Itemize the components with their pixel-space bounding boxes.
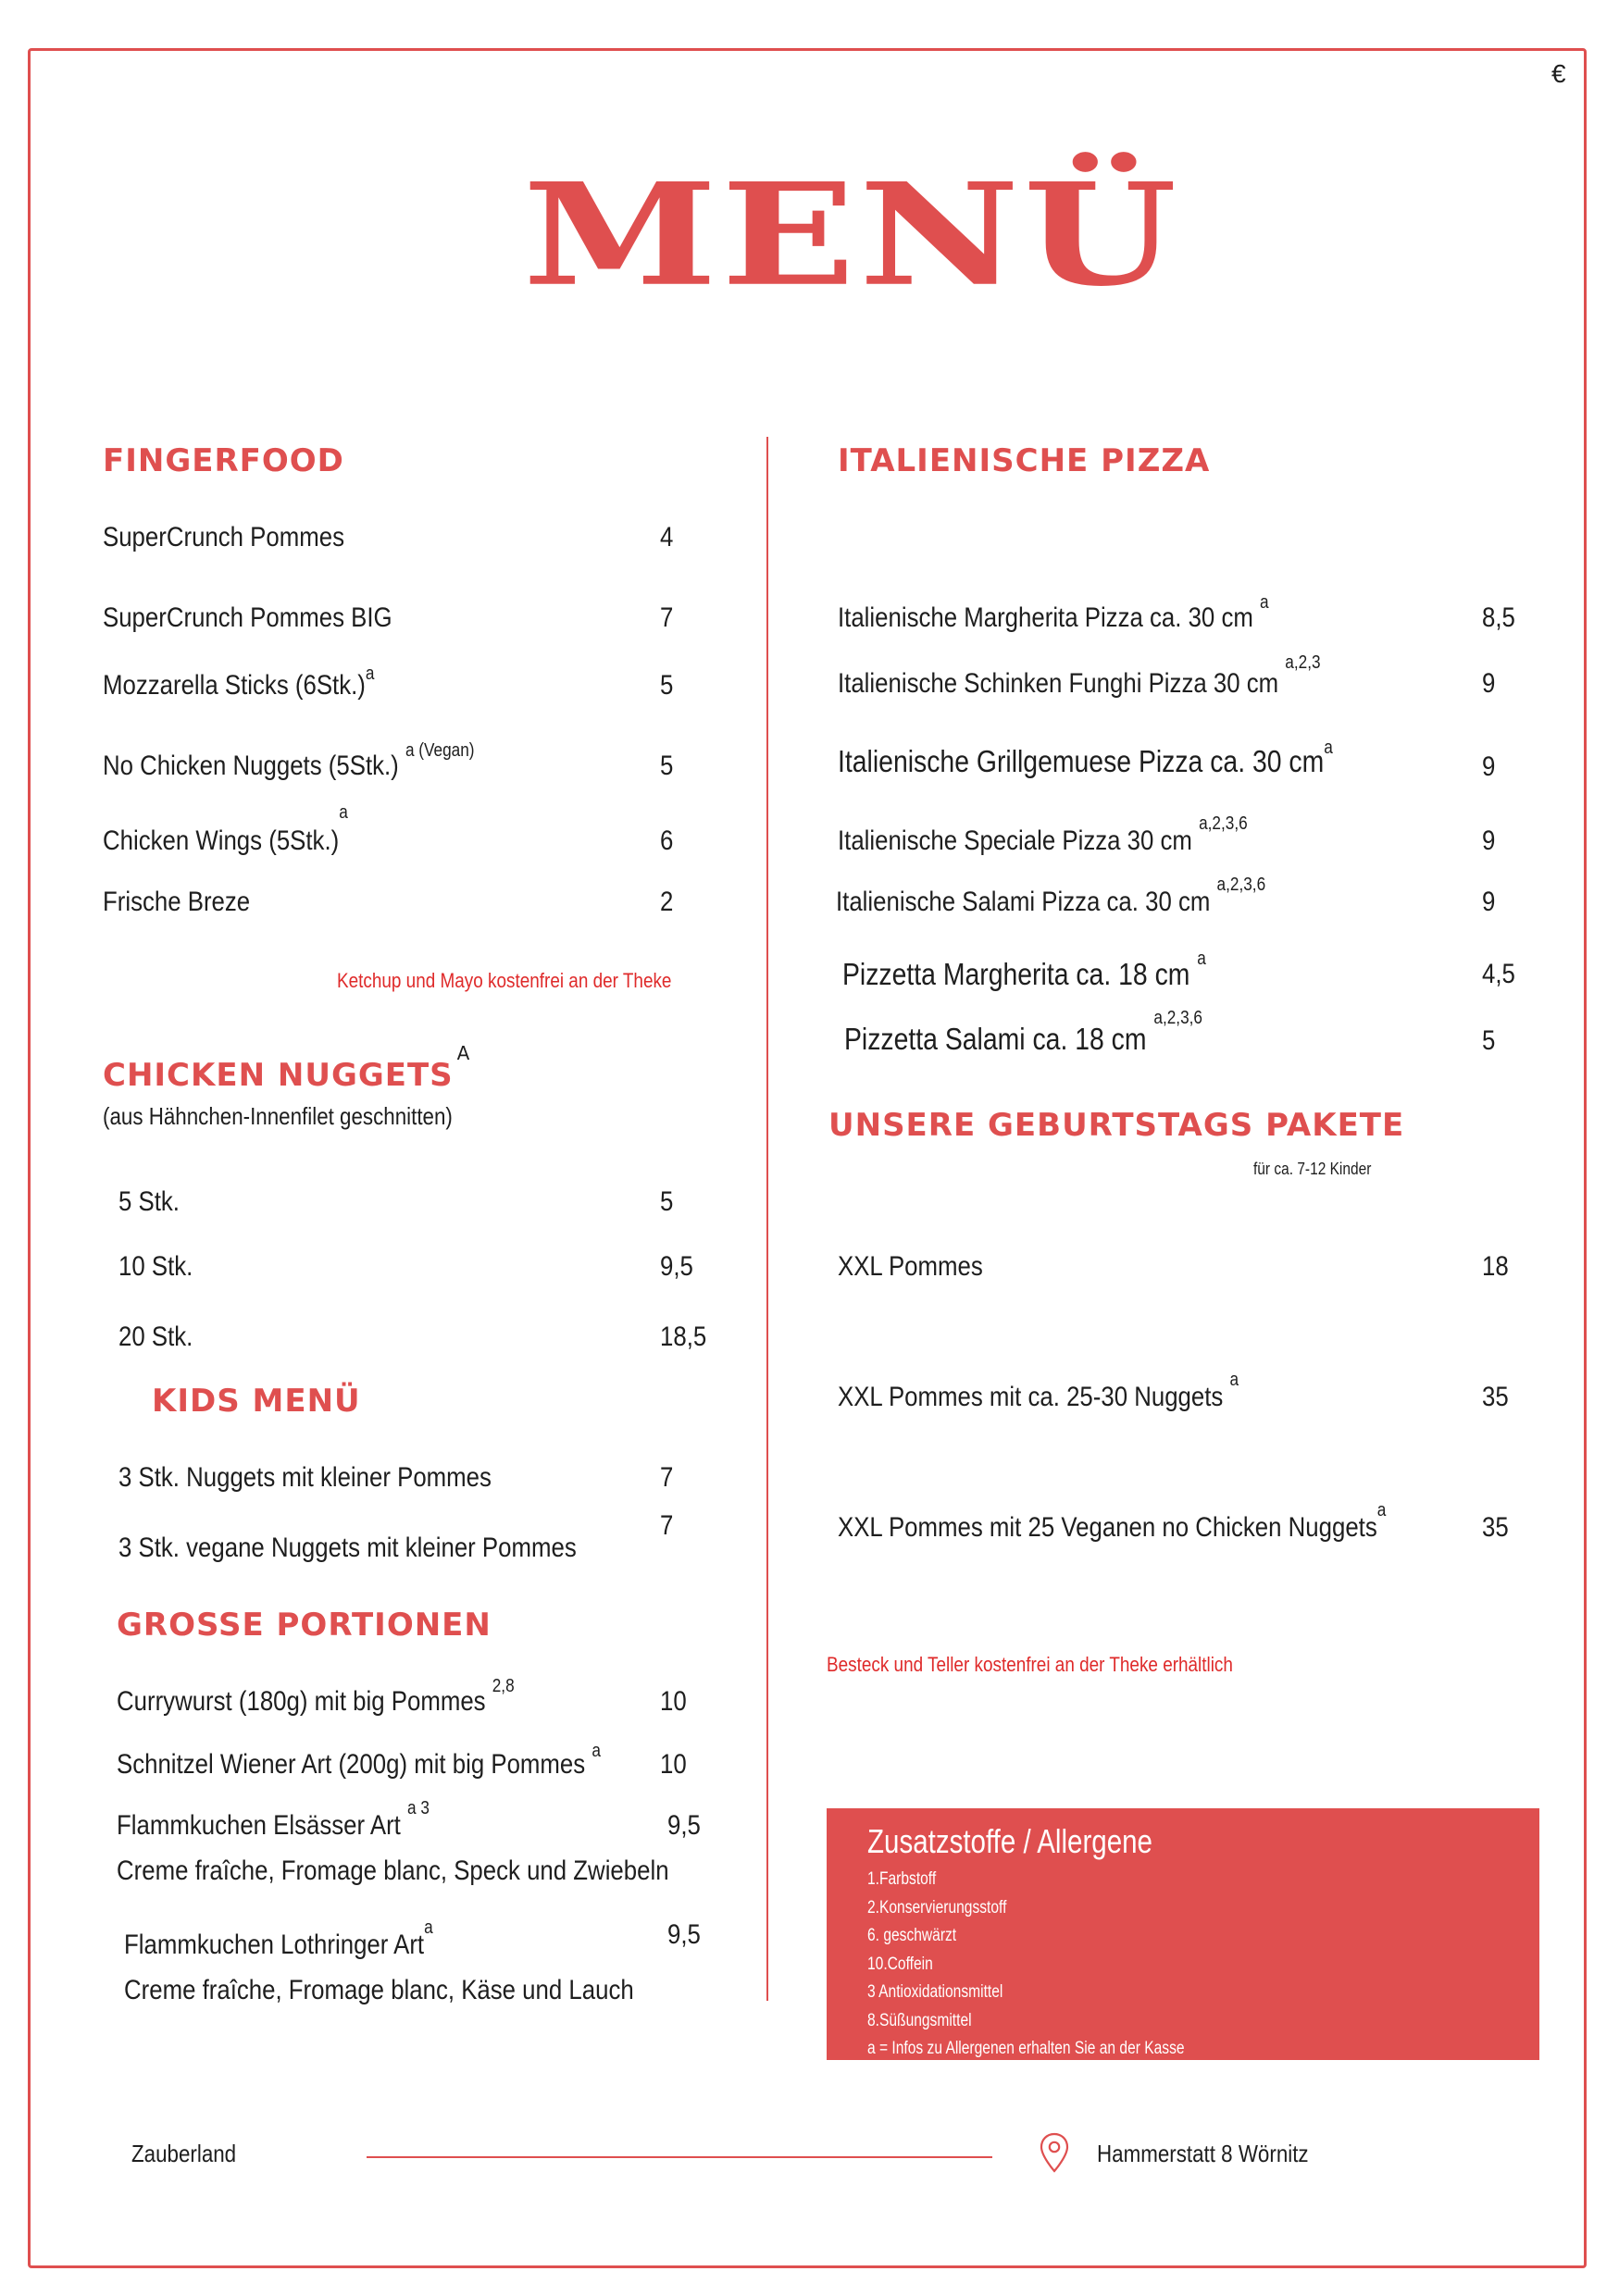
column-divider (766, 437, 768, 2001)
grosse-item: Currywurst (180g) mit big Pommes $^{2,8}$ (117, 1676, 515, 1717)
fingerfood-price: 6 (660, 825, 674, 856)
nuggets-price: 5 (660, 1186, 674, 1217)
allergen-superscript: a,2,3 (1285, 652, 1321, 673)
geburtstag-subtitle: für ca. 7-12 Kinder (1253, 1160, 1372, 1178)
nuggets-item: 10 Stk. (118, 1251, 193, 1282)
kids-item: 3 Stk. vegane Nuggets mit kleiner Pommes (118, 1533, 577, 1563)
nuggets-price: 9,5 (660, 1251, 693, 1282)
heading-italienische-pizza: ITALIENISCHE PIZZA (838, 442, 1211, 479)
allergen-superscript: A (456, 1042, 471, 1064)
allergen-superscript: a (592, 1741, 601, 1761)
grosse-price: 10 (660, 1749, 687, 1780)
geburtstag-item: XXL Pommes mit ca. 25-30 Nuggets $^a$ (838, 1370, 1239, 1412)
fingerfood-item: Chicken Wings $(5Stk.)^a$ (103, 802, 348, 856)
footer-divider (367, 2156, 992, 2158)
fingerfood-item: SuperCrunch Pommes (103, 522, 344, 552)
fingerfood-price: 4 (660, 522, 674, 552)
grosse-item: Flammkuchen Lothringer Art$^a$ (124, 1917, 433, 1960)
allergen-superscript: a (1324, 738, 1333, 758)
heading-chicken-nuggets: CHICKEN $NUGGETS^A$ (103, 1042, 471, 1094)
pizza-item: Italienische Margherita Pizza ca. 30 cm $^a$ (838, 592, 1269, 633)
grosse-price: 9,5 (667, 1919, 701, 1950)
allergen-superscript: 2,8 (492, 1676, 515, 1696)
allergen-superscript: a (1260, 592, 1269, 613)
grosse-price: 10 (660, 1686, 687, 1717)
pizza-item: Pizzetta Salami ca. 18 cm $^{a,2,3,6}$ (844, 1008, 1202, 1056)
fingerfood-price: 2 (660, 887, 674, 917)
geburtstag-item: XXL Pommes mit 25 Veganen no Chicken Nuggets$^a$ (838, 1500, 1387, 1543)
geburtstag-item: XXL Pommes (838, 1251, 983, 1282)
heading-kids-menu: KIDS MENÜ (152, 1383, 361, 1420)
currency-symbol: € (1551, 59, 1566, 88)
allergen-item: a = Infos zu Allergenen erhalten Sie an der Kasse (867, 2039, 1185, 2058)
footer-address: Hammerstatt 8 Wörnitz (1097, 2140, 1309, 2167)
nuggets-item: 5 Stk. (118, 1186, 180, 1217)
heading-grosse-portionen: GROSSE PORTIONEN (117, 1607, 492, 1644)
geburtstag-price: 18 (1482, 1251, 1509, 1282)
fingerfood-item: Frische Breze (103, 887, 251, 917)
kids-price: 7 (660, 1462, 674, 1493)
fingerfood-price: 5 (660, 670, 674, 701)
allergen-superscript: a (365, 664, 375, 684)
kids-item: 3 Stk. Nuggets mit kleiner Pommes (118, 1462, 492, 1493)
geburtstag-price: 35 (1482, 1512, 1509, 1543)
allergen-list (867, 1866, 1539, 2064)
geburtstag-price: 35 (1482, 1382, 1509, 1412)
fingerfood-price: 5 (660, 751, 674, 781)
nuggets-price: 18,5 (660, 1322, 707, 1352)
footer-brand: Zauberland (131, 2140, 237, 2167)
pizza-item: Italienische Grillgemuese Pizza ca. 30 $cm^a$ (838, 738, 1333, 778)
pizza-price: 9 (1482, 668, 1496, 699)
nuggets-item: 20 Stk. (118, 1322, 193, 1352)
menu-title: MENÜ (522, 152, 1181, 317)
pizza-item: Pizzetta Margherita ca. 18 cm $^a$ (842, 949, 1206, 991)
nuggets-subtitle: (aus Hähnchen-Innenfilet geschnitten) (103, 1102, 453, 1130)
pizza-price: 9 (1482, 751, 1496, 782)
grosse-price: 9,5 (667, 1810, 701, 1841)
allergen-superscript: a (339, 802, 348, 823)
allergen-item: 3 Antioxidationsmittel (867, 1982, 1003, 2002)
allergen-item: 6. geschwärzt (867, 1926, 957, 1945)
fingerfood-price: 7 (660, 602, 674, 633)
allergen-superscript: a (Vegan) (405, 740, 475, 761)
fingerfood-note: Ketchup und Mayo kostenfrei an der Theke (337, 969, 672, 992)
pizza-price: 9 (1482, 887, 1496, 917)
grosse-item-description: Creme fraîche, Fromage blanc, Speck und Zwiebeln (117, 1855, 669, 1886)
pizza-price: 8,5 (1482, 602, 1515, 633)
pizza-item: Italienische Schinken Funghi Pizza 30 cm $^{a,2,3}$ (838, 652, 1321, 699)
allergen-superscript: a,2,3,6 (1153, 1008, 1202, 1028)
allergen-item: 8.Süßungsmittel (867, 2010, 972, 2030)
pizza-item: Italienische Speciale Pizza 30 cm $^{a,2,3,6}$ (838, 813, 1248, 856)
pizza-item: Italienische Salami Pizza ca. 30 cm $^{a,2,3,6}$ (836, 875, 1266, 917)
allergen-item: 2.Konservierungsstoff (867, 1897, 1007, 1917)
location-pin-icon (1039, 2132, 1070, 2178)
pizza-price: 5 (1482, 1025, 1496, 1056)
allergen-superscript: a (1376, 1500, 1387, 1520)
grosse-item-description: Creme fraîche, Fromage blanc, Käse und Lauch (124, 1975, 634, 2005)
heading-fingerfood: FINGERFOOD (103, 442, 344, 479)
allergen-superscript: a 3 (407, 1798, 430, 1818)
pizza-price: 4,5 (1482, 959, 1515, 989)
allergen-superscript: a,2,3,6 (1216, 875, 1266, 895)
geburtstag-note: Besteck und Teller kostenfrei an der Theke erhältlich (827, 1653, 1233, 1676)
kids-price: 7 (660, 1510, 674, 1541)
allergen-item: 1.Farbstoff (867, 1869, 937, 1889)
allergen-superscript: a,2,3,6 (1199, 813, 1248, 834)
allergen-superscript: a (1197, 949, 1206, 969)
allergen-superscript: a (1229, 1370, 1239, 1390)
grosse-item: Flammkuchen Elsässer Art $^{a 3}$ (117, 1798, 430, 1841)
allergen-box (827, 1808, 1539, 2060)
allergen-superscript: a (424, 1917, 433, 1938)
allergen-item: 10.Coffein (867, 1954, 933, 1974)
grosse-item: Schnitzel Wiener Art (200g) mit big Pommes $^a$ (117, 1741, 601, 1780)
fingerfood-item: SuperCrunch Pommes BIG (103, 602, 392, 633)
fingerfood-item: No Chicken Nuggets (5Stk.) $^{a (Vegan)}$ (103, 740, 475, 781)
allergen-title: Zusatzstoffe / Allergene (867, 1822, 1152, 1860)
fingerfood-item: Mozzarella Sticks $(6Stk.)^a$ (103, 664, 375, 701)
heading-geburtstags-pakete: UNSERE GEBURTSTAGS PAKETE (828, 1107, 1405, 1144)
pizza-price: 9 (1482, 825, 1496, 856)
